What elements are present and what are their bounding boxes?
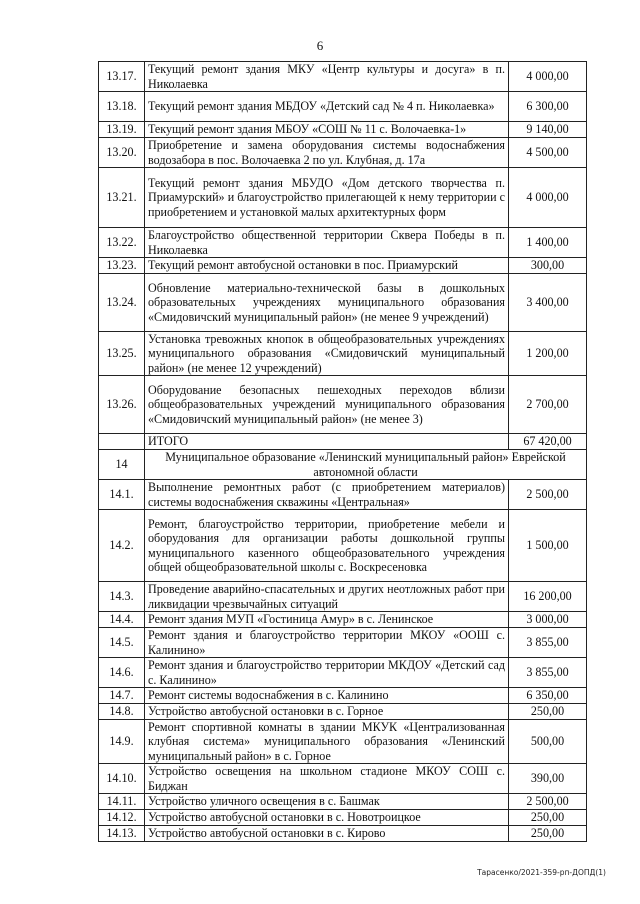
row-description: Выполнение ремонтных работ (с приобретением материалов) системы водоснабжения скважины «Центральная» bbox=[145, 480, 509, 510]
row-amount: 6 300,00 bbox=[509, 92, 587, 122]
budget-table bbox=[98, 61, 587, 842]
row-number: 14.5. bbox=[99, 628, 145, 658]
table-row bbox=[99, 258, 587, 274]
section-header-row bbox=[99, 450, 587, 480]
row-description: Проведение аварийно-спасательных и других неотложных работ при ликвидации чрезвычайных ситуаций bbox=[145, 582, 509, 612]
row-description: Ремонт спортивной комнаты в здании МКУК «Централизованная клубная система» муниципального образования «Ленинский муниципальный район» в с. Горное bbox=[145, 720, 509, 764]
row-amount: 1 400,00 bbox=[509, 228, 587, 258]
row-number: 14.12. bbox=[99, 810, 145, 826]
row-number: 14.3. bbox=[99, 582, 145, 612]
table-row bbox=[99, 62, 587, 92]
row-description: Текущий ремонт здания МБДОУ «Детский сад № 4 п. Николаевка» bbox=[145, 92, 509, 122]
row-amount: 2 500,00 bbox=[509, 480, 587, 510]
row-description: Текущий ремонт автобусной остановки в пос. Приамурский bbox=[145, 258, 509, 274]
table-row bbox=[99, 810, 587, 826]
row-amount: 4 000,00 bbox=[509, 62, 587, 92]
table-row bbox=[99, 794, 587, 810]
row-amount: 4 500,00 bbox=[509, 138, 587, 168]
table-row bbox=[99, 688, 587, 704]
table-row bbox=[99, 826, 587, 842]
row-number: 13.22. bbox=[99, 228, 145, 258]
page-number: 6 bbox=[316, 38, 324, 53]
total-label: ИТОГО bbox=[145, 434, 509, 450]
table-row bbox=[99, 92, 587, 122]
row-number: 14.7. bbox=[99, 688, 145, 704]
row-description: Устройство уличного освещения в с. Башмак bbox=[145, 794, 509, 810]
row-amount: 16 200,00 bbox=[509, 582, 587, 612]
row-description: Ремонт здания и благоустройство территории МКДОУ «Детский сад с. Калинино» bbox=[145, 658, 509, 688]
row-number: 14.13. bbox=[99, 826, 145, 842]
row-number: 14.6. bbox=[99, 658, 145, 688]
row-description: Текущий ремонт здания МБУДО «Дом детского творчества п. Приамурский» и благоустройство прилегающей к нему территории с приобретением и установкой малых архитектурных форм bbox=[145, 168, 509, 228]
row-amount: 500,00 bbox=[509, 720, 587, 764]
row-amount: 300,00 bbox=[509, 258, 587, 274]
row-number: 13.20. bbox=[99, 138, 145, 168]
table-row bbox=[99, 168, 587, 228]
row-amount: 3 855,00 bbox=[509, 628, 587, 658]
row-amount: 250,00 bbox=[509, 810, 587, 826]
table-row bbox=[99, 612, 587, 628]
row-number: 13.19. bbox=[99, 122, 145, 138]
table-row bbox=[99, 628, 587, 658]
row-amount: 6 350,00 bbox=[509, 688, 587, 704]
table-row bbox=[99, 658, 587, 688]
row-number: 14.1. bbox=[99, 480, 145, 510]
row-amount: 3 855,00 bbox=[509, 658, 587, 688]
table-row bbox=[99, 376, 587, 434]
row-number: 14.8. bbox=[99, 704, 145, 720]
row-description: Ремонт здания и благоустройство территории МКОУ «ООШ с. Калинино» bbox=[145, 628, 509, 658]
row-amount: 3 400,00 bbox=[509, 274, 587, 332]
footer-document-reference: Тарасенко/2021-359-рп-ДОПД(1) bbox=[477, 868, 606, 877]
table-row bbox=[99, 582, 587, 612]
table-row bbox=[99, 274, 587, 332]
row-amount: 1 200,00 bbox=[509, 332, 587, 376]
row-number: 14.10. bbox=[99, 764, 145, 794]
row-number: 13.18. bbox=[99, 92, 145, 122]
table-row bbox=[99, 510, 587, 582]
row-description: Устройство освещения на школьном стадионе МКОУ СОШ с. Биджан bbox=[145, 764, 509, 794]
row-description: Ремонт, благоустройство территории, приобретение мебели и оборудования для организации работы дошкольной группы муниципального казенного общеобразовательного учреждения общей общеобразовательной школы с. Воскресеновка bbox=[145, 510, 509, 582]
row-amount: 1 500,00 bbox=[509, 510, 587, 582]
row-description: Текущий ремонт здания МБОУ «СОШ № 11 с. Волочаевка-1» bbox=[145, 122, 509, 138]
table-row bbox=[99, 480, 587, 510]
row-description: Ремонт системы водоснабжения в с. Калинино bbox=[145, 688, 509, 704]
row-description: Установка тревожных кнопок в общеобразовательных учреждениях муниципального образования «Смидовичский муниципальный район» (не менее 12 учреждений) bbox=[145, 332, 509, 376]
row-description: Ремонт здания МУП «Гостиница Амур» в с. Ленинское bbox=[145, 612, 509, 628]
row-amount: 3 000,00 bbox=[509, 612, 587, 628]
row-number: 13.24. bbox=[99, 274, 145, 332]
row-number: 13.23. bbox=[99, 258, 145, 274]
table-row bbox=[99, 720, 587, 764]
section-number: 14 bbox=[99, 450, 145, 480]
row-description: Благоустройство общественной территории Сквера Победы в п. Николаевка bbox=[145, 228, 509, 258]
row-amount: 9 140,00 bbox=[509, 122, 587, 138]
row-description: Оборудование безопасных пешеходных переходов вблизи общеобразовательных учреждений муниципального образования «Смидовичский муниципальный район» (не менее 3) bbox=[145, 376, 509, 434]
total-row bbox=[99, 434, 587, 450]
row-number: 13.21. bbox=[99, 168, 145, 228]
row-number: 14.11. bbox=[99, 794, 145, 810]
table-row bbox=[99, 228, 587, 258]
row-description: Устройство автобусной остановки в с. Кирово bbox=[145, 826, 509, 842]
table-row bbox=[99, 764, 587, 794]
table-row bbox=[99, 704, 587, 720]
row-description: Текущий ремонт здания МКУ «Центр культуры и досуга» в п. Николаевка bbox=[145, 62, 509, 92]
row-amount: 250,00 bbox=[509, 826, 587, 842]
row-number: 14.9. bbox=[99, 720, 145, 764]
row-description: Обновление материально-технической базы в дошкольных образовательных учреждениях муниципального образования «Смидовичский муниципальный район» (не менее 9 учреждений) bbox=[145, 274, 509, 332]
row-description: Устройство автобусной остановки в с. Новотроицкое bbox=[145, 810, 509, 826]
row-amount: 2 700,00 bbox=[509, 376, 587, 434]
row-number: 13.17. bbox=[99, 62, 145, 92]
row-number: 14.2. bbox=[99, 510, 145, 582]
row-number: 13.25. bbox=[99, 332, 145, 376]
row-amount: 2 500,00 bbox=[509, 794, 587, 810]
section-title: Муниципальное образование «Ленинский муниципальный район» Еврейской автономной области bbox=[145, 450, 587, 480]
table-row bbox=[99, 332, 587, 376]
row-amount: 4 000,00 bbox=[509, 168, 587, 228]
row-description: Устройство автобусной остановки в с. Горное bbox=[145, 704, 509, 720]
total-empty-cell bbox=[99, 434, 145, 450]
table-row bbox=[99, 138, 587, 168]
row-description: Приобретение и замена оборудования системы водоснабжения водозабора в пос. Волочаевка 2 по ул. Клубная, д. 17а bbox=[145, 138, 509, 168]
row-amount: 250,00 bbox=[509, 704, 587, 720]
row-number: 13.26. bbox=[99, 376, 145, 434]
row-amount: 390,00 bbox=[509, 764, 587, 794]
table-row bbox=[99, 122, 587, 138]
row-number: 14.4. bbox=[99, 612, 145, 628]
total-amount: 67 420,00 bbox=[509, 434, 587, 450]
